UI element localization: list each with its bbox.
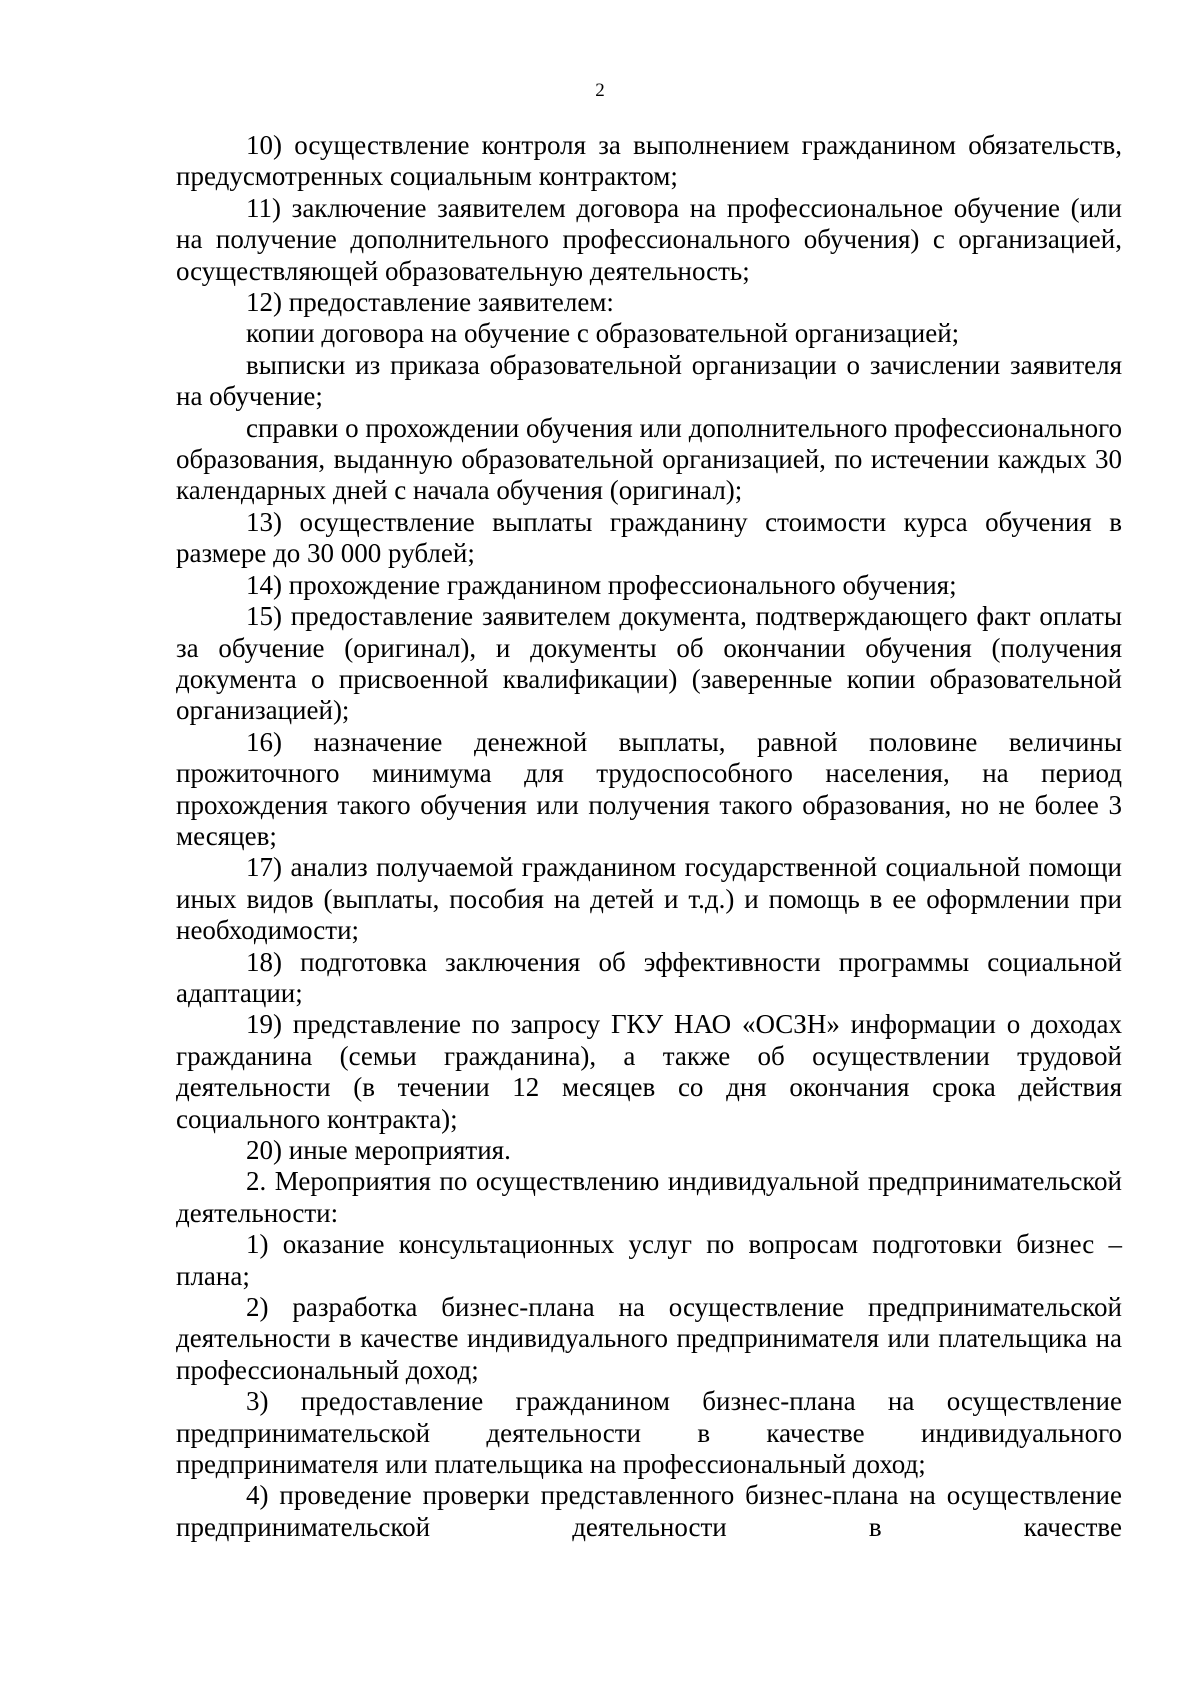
paragraph: 2. Мероприятия по осуществлению индивидуальной предпринимательской деятельности: bbox=[176, 1166, 1122, 1228]
paragraph: 18) подготовка заключения об эффективности программы социальной адаптации; bbox=[176, 946, 1122, 1008]
paragraph: копии договора на обучение с образовательной организацией; bbox=[246, 318, 960, 349]
paragraph: 13) осуществление выплаты гражданину стоимости курса обучения в размере до 30 000 рублей; bbox=[176, 506, 1122, 569]
paragraph: 11) заключение заявителем договора на профессиональное обучение (или на получение дополнительного профессионального обучения) с организацией, осуществляющей образовательную деятельность; bbox=[176, 192, 1122, 286]
paragraph: 20) иные мероприятия. bbox=[246, 1135, 511, 1165]
paragraph: выписки из приказа образовательной организации о зачислении заявителя на обучение; bbox=[176, 349, 1122, 412]
document-body bbox=[176, 130, 1122, 1543]
paragraph: 10) осуществление контроля за выполнением гражданином обязательств, предусмотренных социальным контрактом; bbox=[176, 130, 1122, 192]
paragraph: 4) проведение проверки представленного бизнес-плана на осуществление предпринимательской деятельности в качестве bbox=[176, 1480, 1122, 1542]
paragraph: 19) представление по запросу ГКУ НАО «ОСЗН» информации о доходах гражданина (семьи гражданина), а также об осуществлении трудовой деятельности (в течении 12 месяцев со дня окончания срока действия социального контракта); bbox=[176, 1009, 1122, 1134]
page-number: 2 bbox=[595, 80, 605, 101]
paragraph: 2) разработка бизнес-плана на осуществление предпринимательской деятельности в качестве индивидуального предпринимателя или плательщика на профессиональный доход; bbox=[176, 1292, 1122, 1385]
paragraph: 16) назначение денежной выплаты, равной половине величины прожиточного минимума для трудоспособного населения, на период прохождения такого обучения или получения такого образования, но не более 3 месяцев; bbox=[176, 726, 1122, 851]
paragraph: справки о прохождении обучения или дополнительного профессионального образования, выданную образовательной организацией, по истечении каждых 30 календарных дней с начала обучения (оригинал); bbox=[176, 412, 1122, 506]
paragraph: 3) предоставление гражданином бизнес-плана на осуществление предпринимательской деятельности в качестве индивидуального предпринимателя или плательщика на профессиональный доход; bbox=[176, 1386, 1122, 1480]
paragraph: 17) анализ получаемой гражданином государственной социальной помощи иных видов (выплаты, пособия на детей и т.д.) и помощь в ее оформлении при необходимости; bbox=[176, 852, 1122, 946]
paragraph: 1) оказание консультационных услуг по вопросам подготовки бизнес – плана; bbox=[176, 1229, 1122, 1291]
paragraph: 15) предоставление заявителем документа, подтверждающего факт оплаты за обучение (оригинал), и документы об окончании обучения (получения документа о присвоенной квалификации) (заверенные копии образовательной организацией); bbox=[176, 601, 1122, 726]
paragraph: 12) предоставление заявителем: bbox=[246, 287, 614, 318]
paragraph: 14) прохождение гражданином профессионального обучения; bbox=[246, 569, 957, 600]
